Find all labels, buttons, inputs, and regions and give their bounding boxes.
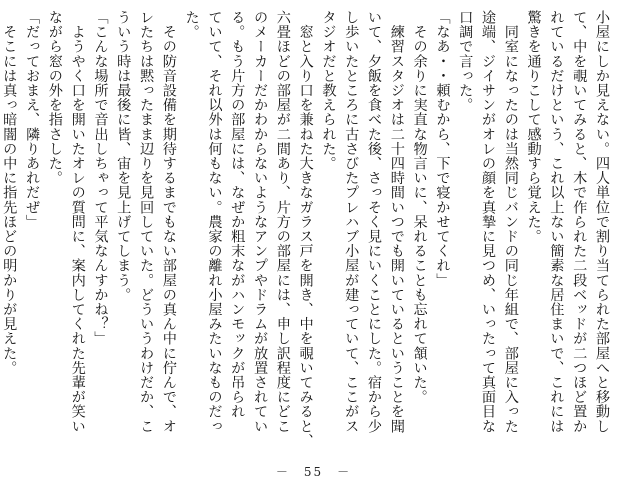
text-line: ういう時は最後に皆、宙を見上げてしまう。: [115, 10, 132, 302]
text-line: タジオだと教えられた。: [320, 10, 337, 171]
text-line: 「だっておまえ、隣りあれだぜ」: [24, 10, 41, 229]
text-line: 小屋にしか見えない。四人単位で割り当てられた部屋へと移動し: [594, 10, 610, 434]
text-line: 驚きを通りこして感動すら覚えた。: [525, 10, 542, 244]
text-line: 「こんな場所で音出しちゃって平気なんすかね？」: [92, 10, 109, 346]
body-text: [0, 10, 613, 448]
text-line: のメーカーだかわからないようなアンプやドラムが放置されてい: [252, 10, 269, 434]
text-line: 口調で言った。: [457, 10, 474, 113]
text-line: 途端、ジイサンがオレの顔を真摯に見つめ、いったって真面目な: [480, 10, 497, 434]
text-line: いて、夕飯を食べた後、さっそく見にいくことにした。宿から少: [366, 10, 383, 434]
text-line: し歩いたところに古さびたプレハブ小屋が建っていて、ここがス: [343, 10, 360, 434]
page-number: － 55 －: [275, 465, 352, 479]
text-line: 同室になったのは当然同じバンドの同じ年組で、部屋に入った: [502, 10, 519, 434]
text-line: ながら窓の外を指さした。: [46, 10, 63, 186]
text-line: た。: [183, 10, 200, 40]
text-line: 練習スタジオは二十四時間いつでも開いているということを聞: [388, 10, 405, 434]
text-line: そこには真っ暗闇の中に指先ほどの明かりが見えた。: [1, 10, 18, 375]
text-line: 窓と入り口を兼ねた大きなガラス戸を開き、中を覗いてみると、: [297, 10, 314, 448]
text-line: 「なあ・・頼むから、下で寝かせてくれ」: [434, 10, 451, 288]
text-line: れているだけという、これ以上ない簡素な居住まいで、これには: [548, 10, 565, 434]
text-line: ていて、それ以外は何もない。農家の離れ小屋みたいなものだっ: [206, 10, 223, 434]
text-line: レたちは黙ったまま辺りを見回していた。どういうわけだか、こ: [138, 10, 155, 434]
text-line: 六畳ほどの部屋が二間あり、片方の部屋には、申し訳程度にどこ: [274, 10, 291, 434]
text-line: ようやく口を開いたオレの質問に、案内してくれた先輩が笑い: [69, 10, 86, 434]
text-line: その余りに実直な物言いに、呆れることも忘れて頷いた。: [411, 10, 428, 405]
text-line: その防音設備を期待するまでもない部屋の真ん中に佇んで、オ: [160, 10, 177, 434]
text-line: る。もう片方の部屋には、なぜか粗末ながハンモックが吊られ: [229, 10, 246, 419]
text-line: て、中を覗いてみると、木で作られた二段ベッドが二つほど置か: [571, 10, 588, 434]
